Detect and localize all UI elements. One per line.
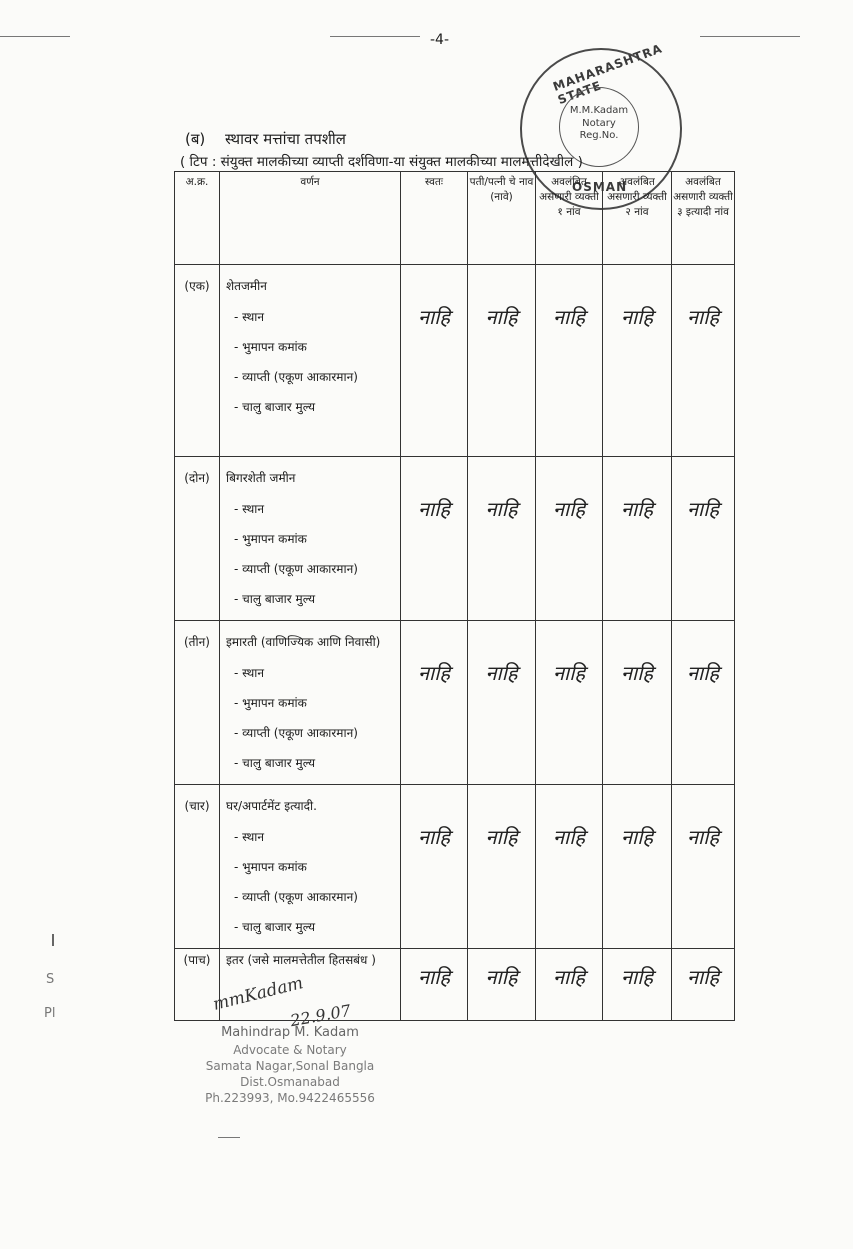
handwritten-value: नाहि xyxy=(603,457,672,621)
handwritten-value: नाहि xyxy=(672,785,735,949)
notary-district: Dist.Osmanabad xyxy=(240,1074,340,1089)
handwritten-value: नाहि xyxy=(468,949,536,1021)
row-subitem: - व्याप्ती (एकूण आकारमान) xyxy=(234,370,358,384)
handwritten-value: नाहि xyxy=(536,265,603,457)
margin-artifact xyxy=(52,934,54,946)
margin-mark: S xyxy=(46,972,55,987)
notary-phone: Ph.223993, Mo.9422465556 xyxy=(205,1091,375,1106)
row-description xyxy=(220,265,401,457)
row-subitem: - व्याप्ती (एकूण आकारमान) xyxy=(234,562,358,576)
handwritten-value: नाहि xyxy=(401,785,468,949)
header-dependent-3: अवलंबित असणारी व्यक्ती ३ इत्यादी नांव xyxy=(672,172,735,265)
handwritten-value: नाहि xyxy=(401,457,468,621)
row-serial: (तीन) xyxy=(175,621,220,785)
table-row xyxy=(175,457,735,621)
row-description xyxy=(220,785,401,949)
handwritten-value: नाहि xyxy=(468,621,536,785)
page-number: -4- xyxy=(430,32,450,48)
seal-line: Notary xyxy=(582,117,616,129)
handwritten-value: नाहि xyxy=(536,949,603,1021)
immovable-assets-table xyxy=(174,171,735,1021)
header-self: स्वतः xyxy=(401,172,468,265)
row-description xyxy=(220,457,401,621)
row-serial: (दोन) xyxy=(175,457,220,621)
handwritten-value: नाहि xyxy=(672,265,735,457)
notary-title: Advocate & Notary xyxy=(233,1042,347,1057)
table-row xyxy=(175,785,735,949)
row-subitem: - भुमापन कमांक xyxy=(234,696,307,710)
handwritten-value: नाहि xyxy=(468,265,536,457)
signature-date: 22.9.07 xyxy=(288,1000,353,1031)
row-subitem: - भुमापन कमांक xyxy=(234,860,307,874)
handwritten-value: नाहि xyxy=(536,785,603,949)
row-title: इतर (जसे मालमत्तेतील हितसबंध ) xyxy=(226,953,376,967)
row-subitem: - स्थान xyxy=(234,310,265,324)
row-subitem: - चालु बाजार मुल्य xyxy=(234,756,316,770)
row-subitem: - स्थान xyxy=(234,502,265,516)
row-title: घर/अपार्टमेंट इत्यादी. xyxy=(226,799,317,813)
row-subitem: - चालु बाजार मुल्य xyxy=(234,400,316,414)
table-row xyxy=(175,265,735,457)
scan-artifact-line xyxy=(218,1137,240,1138)
row-subitem: - चालु बाजार मुल्य xyxy=(234,920,316,934)
handwritten-value: नाहि xyxy=(468,457,536,621)
notary-address: Samata Nagar,Sonal Bangla xyxy=(205,1058,375,1073)
handwritten-value: नाहि xyxy=(603,265,672,457)
header-dependent-1: अवलंबित असणारी व्यक्ती १ नांव xyxy=(536,172,603,265)
row-subitem: - स्थान xyxy=(234,830,265,844)
row-serial: (पाच) xyxy=(175,949,220,1021)
seal-line: Reg.No. xyxy=(579,130,619,141)
handwritten-value: नाहि xyxy=(401,265,468,457)
header-spouse: पती/पत्नी चे नाव (नावे) xyxy=(468,172,536,265)
header-dependent-2: अवलंबित असणारी व्यक्ती २ नांव xyxy=(603,172,672,265)
header-serial: अ.क्र. xyxy=(175,172,220,265)
scan-artifact-line xyxy=(0,36,70,37)
seal-ring-text: MAHARASHTRA STATE xyxy=(551,41,665,108)
handwritten-value: नाहि xyxy=(536,621,603,785)
row-subitem: - व्याप्ती (एकूण आकारमान) xyxy=(234,890,358,904)
table-header-row xyxy=(175,172,735,265)
row-description xyxy=(220,621,401,785)
handwritten-value: नाहि xyxy=(468,785,536,949)
row-subitem: - स्थान xyxy=(234,666,265,680)
handwritten-value: नाहि xyxy=(603,621,672,785)
notary-name: Mahindrap M. Kadam xyxy=(221,1025,359,1040)
section-title: स्थावर मत्तांचा तपशील xyxy=(225,130,346,148)
table-row xyxy=(175,621,735,785)
handwritten-value: नाहि xyxy=(672,621,735,785)
seal-line: M.M.Kadam xyxy=(569,105,629,116)
row-subitem: - भुमापन कमांक xyxy=(234,340,307,354)
notary-stamp-block xyxy=(200,1024,380,1106)
handwritten-value: नाहि xyxy=(401,621,468,785)
handwritten-value: नाहि xyxy=(603,949,672,1021)
seal-bottom-text: OSMAN xyxy=(572,180,628,194)
row-title: इमारती (वाणिज्यिक आणि निवासी) xyxy=(226,635,381,649)
row-subitem: - भुमापन कमांक xyxy=(234,532,307,546)
handwritten-value: नाहि xyxy=(536,457,603,621)
handwritten-value: नाहि xyxy=(603,785,672,949)
handwritten-value: नाहि xyxy=(672,457,735,621)
row-serial: (एक) xyxy=(175,265,220,457)
margin-mark: Pl xyxy=(44,1006,56,1021)
row-title: बिगरशेती जमीन xyxy=(226,471,296,485)
section-note: ( टिप : संयुक्त मालकीच्या व्याप्ती दर्शविणा-या संयुक्त मालकीच्या मालमत्तीदेखील ) xyxy=(180,154,583,170)
signature: mmKadam xyxy=(210,973,306,1015)
row-title: शेतजमीन xyxy=(226,279,267,293)
row-subitem: - चालु बाजार मुल्य xyxy=(234,592,316,606)
scan-artifact-line xyxy=(700,36,800,37)
handwritten-value: नाहि xyxy=(401,949,468,1021)
handwritten-value: नाहि xyxy=(672,949,735,1021)
row-subitem: - व्याप्ती (एकूण आकारमान) xyxy=(234,726,358,740)
header-description: वर्णन xyxy=(220,172,401,265)
row-serial: (चार) xyxy=(175,785,220,949)
section-label: (ब) xyxy=(185,130,206,148)
scan-artifact-line xyxy=(330,36,420,37)
